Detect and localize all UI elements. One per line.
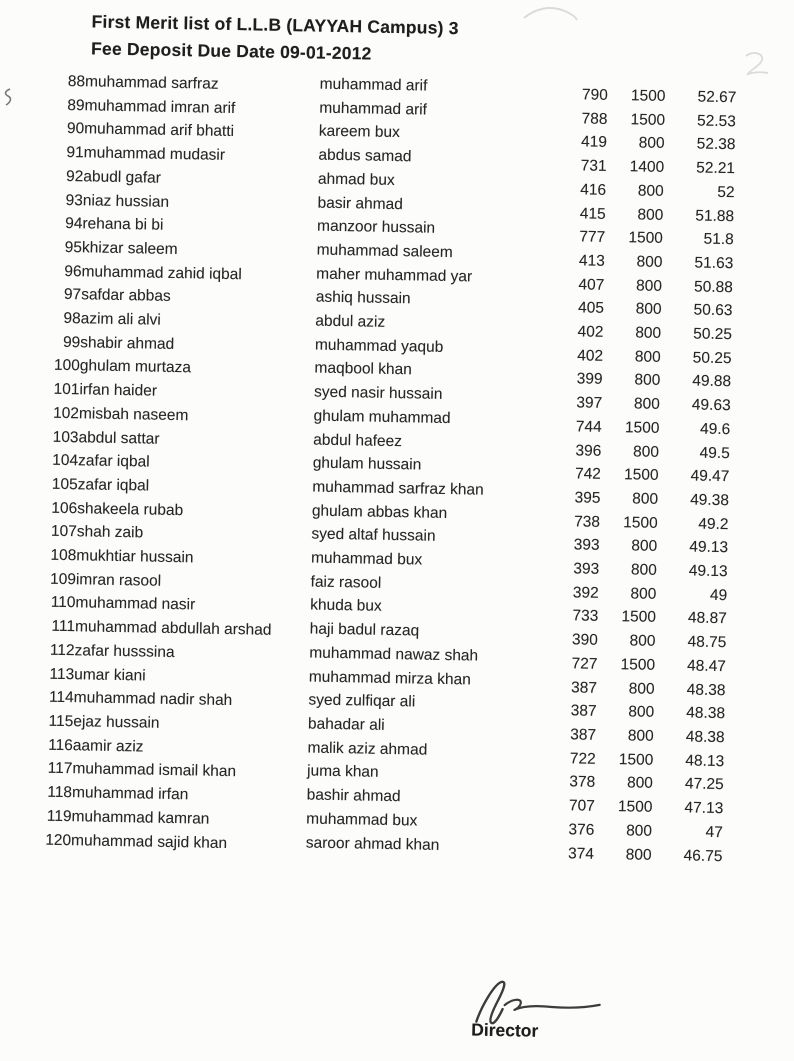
serial-number-cell: 88 — [67, 72, 86, 91]
total-marks-cell: 1500 — [624, 419, 660, 437]
percentage-cell: 50.88 — [693, 278, 734, 296]
student-name-cell: imran rasool — [75, 570, 162, 590]
marks-obtained-cell: 416 — [580, 181, 607, 199]
student-name-cell: irfan haider — [79, 381, 158, 400]
marks-obtained-cell: 376 — [568, 821, 595, 839]
document-header — [91, 8, 459, 69]
total-marks-cell: 800 — [631, 537, 658, 556]
serial-number-cell: 110 — [50, 594, 76, 612]
percentage-cell: 52.53 — [696, 112, 737, 130]
serial-number-cell: 119 — [46, 807, 72, 825]
marks-obtained-cell: 399 — [576, 370, 603, 389]
father-name-cell: maher muhammad yar — [316, 265, 473, 286]
father-name-cell: ghulam hussain — [312, 454, 422, 474]
student-name-cell: rehana bi bi — [82, 215, 164, 234]
father-name-cell: maqbool khan — [314, 359, 413, 379]
student-name-cell: muhammad imran arif — [84, 96, 236, 117]
father-name-cell: juma khan — [306, 762, 379, 782]
marks-obtained-cell: 387 — [570, 702, 597, 721]
marks-obtained-cell: 419 — [580, 133, 608, 152]
marks-obtained-cell: 393 — [573, 560, 600, 578]
percentage-cell: 51.88 — [695, 207, 735, 225]
student-name-cell: niaz hussian — [82, 191, 170, 211]
total-marks-cell: 1500 — [630, 87, 666, 105]
marks-obtained-cell: 742 — [574, 465, 602, 484]
marks-obtained-cell: 402 — [577, 347, 604, 365]
percentage-cell: 50.25 — [693, 325, 733, 344]
father-name-cell: bashir ahmad — [306, 786, 401, 806]
serial-number-cell: 93 — [65, 191, 84, 209]
total-marks-cell: 800 — [630, 585, 657, 603]
serial-number-cell: 95 — [64, 238, 83, 257]
student-name-cell: zafar iqbal — [77, 476, 150, 495]
student-name-cell: ejaz hussain — [73, 713, 160, 732]
percentage-cell: 49.47 — [690, 467, 730, 486]
percentage-cell: 48.38 — [685, 728, 725, 747]
marks-obtained-cell: 727 — [571, 655, 598, 673]
serial-number-cell: 98 — [63, 309, 81, 328]
total-marks-cell: 800 — [632, 490, 659, 508]
student-name-cell: muhammad nadir shah — [73, 689, 233, 710]
percentage-cell: 52 — [717, 183, 735, 202]
percentage-cell: 49.13 — [688, 562, 728, 581]
marks-obtained-cell: 722 — [569, 749, 596, 768]
father-name-cell: muhammad bux — [310, 549, 423, 569]
marks-obtained-cell: 378 — [569, 773, 596, 792]
percentage-cell: 48.38 — [686, 704, 726, 723]
marks-obtained-cell: 393 — [573, 536, 600, 555]
father-name-cell: syed nasir hussain — [313, 383, 443, 404]
serial-number-cell: 107 — [50, 523, 77, 541]
father-name-cell: malik aziz ahmad — [307, 739, 428, 759]
total-marks-cell: 800 — [632, 442, 660, 461]
total-marks-cell: 800 — [636, 253, 663, 271]
percentage-cell: 47.25 — [684, 775, 724, 794]
serial-number-cell: 94 — [65, 215, 83, 233]
percentage-cell: 46.75 — [683, 846, 723, 865]
father-name-cell: ghulam abbas khan — [311, 502, 448, 522]
marks-obtained-cell: 387 — [570, 678, 598, 697]
father-name-cell: muhammad sarfraz khan — [312, 478, 484, 499]
total-marks-cell: 800 — [634, 348, 661, 366]
father-name-cell: muhammad arif — [319, 75, 428, 95]
serial-number-cell: 112 — [49, 641, 75, 660]
father-name-cell: saroor ahmad khan — [305, 833, 440, 854]
father-name-cell: bahadar ali — [307, 715, 385, 734]
total-marks-cell: 800 — [626, 774, 654, 793]
marks-obtained-cell: 733 — [572, 607, 599, 626]
student-name-cell: azim ali alvi — [80, 310, 161, 329]
marks-obtained-cell: 731 — [580, 157, 607, 175]
percentage-cell: 50.63 — [693, 301, 733, 320]
student-name-cell: misbah naseem — [78, 405, 189, 425]
director-label: Director — [471, 1019, 539, 1041]
father-name-cell: abdul hafeez — [313, 431, 403, 450]
father-name-cell: muhammad saleem — [316, 241, 453, 261]
student-name-cell: aamir aziz — [72, 736, 144, 756]
total-marks-cell: 800 — [635, 277, 663, 295]
percentage-cell: 49.13 — [689, 538, 729, 557]
serial-number-cell: 111 — [51, 617, 76, 636]
serial-number-cell: 89 — [67, 96, 85, 114]
total-marks-cell: 1500 — [621, 608, 657, 627]
total-marks-cell: 800 — [629, 632, 656, 651]
student-name-cell: zafar husssina — [74, 642, 175, 661]
total-marks-cell: 800 — [628, 703, 655, 722]
percentage-cell: 48.75 — [687, 633, 727, 652]
father-name-cell: muhammad mirza khan — [308, 668, 471, 689]
serial-number-cell: 105 — [51, 475, 78, 494]
student-name-cell: muhammad sarfraz — [84, 73, 219, 93]
serial-number-cell: 99 — [62, 333, 81, 351]
father-name-cell: manzoor hussain — [316, 217, 436, 237]
total-marks-cell: 1500 — [623, 466, 659, 485]
student-name-cell: abudl gafar — [83, 168, 162, 187]
percentage-cell: 49.5 — [699, 444, 730, 462]
serial-number-cell: 100 — [53, 357, 80, 375]
percentage-cell: 52.21 — [696, 159, 736, 178]
marks-obtained-cell: 374 — [567, 844, 595, 863]
father-name-cell: syed altaf hussain — [311, 525, 436, 546]
student-name-cell: muhammad mudasir — [83, 144, 226, 164]
marks-obtained-cell: 390 — [571, 631, 599, 649]
student-name-cell: zafar iqbal — [77, 452, 150, 471]
percentage-cell: 52.38 — [696, 135, 736, 154]
total-marks-cell: 1500 — [618, 750, 654, 769]
serial-number-cell: 113 — [49, 665, 75, 683]
marks-obtained-cell: 405 — [577, 299, 605, 318]
father-name-cell: abdus samad — [318, 146, 412, 166]
father-name-cell: ashiq hussain — [315, 288, 411, 308]
total-marks-cell: 800 — [638, 134, 665, 153]
student-name-cell: abdul sattar — [78, 428, 160, 448]
total-marks-cell: 800 — [628, 679, 655, 698]
total-marks-cell: 800 — [635, 324, 662, 342]
father-name-cell: abdul aziz — [315, 312, 386, 331]
serial-number-cell: 114 — [48, 689, 74, 707]
serial-number-cell: 117 — [47, 760, 73, 778]
marks-obtained-cell: 402 — [577, 323, 604, 341]
serial-number-cell: 92 — [65, 167, 84, 186]
marks-obtained-cell: 397 — [576, 394, 603, 412]
total-marks-cell: 1500 — [630, 110, 666, 129]
total-marks-cell: 800 — [634, 371, 661, 390]
percentage-cell: 48.87 — [687, 609, 727, 628]
marks-obtained-cell: 738 — [573, 512, 601, 531]
total-marks-cell: 800 — [637, 182, 664, 200]
student-name-cell: khizar saleem — [81, 239, 178, 258]
serial-number-cell: 91 — [66, 144, 84, 162]
total-marks-cell: 800 — [635, 300, 662, 319]
total-marks-cell: 800 — [625, 822, 653, 840]
student-name-cell: ghulam murtaza — [79, 357, 192, 377]
father-name-cell: muhammad bux — [306, 810, 418, 830]
marks-obtained-cell: 788 — [581, 110, 608, 128]
serial-number-cell: 120 — [45, 831, 72, 849]
percentage-cell: 49 — [709, 586, 728, 604]
percentage-cell: 49.6 — [699, 420, 731, 439]
serial-number-cell: 108 — [50, 546, 77, 565]
father-name-cell: haji badul razaq — [309, 620, 420, 640]
student-name-cell: muhammad abdullah arshad — [74, 618, 272, 639]
percentage-cell: 51.8 — [703, 230, 734, 249]
percentage-cell: 51.63 — [694, 254, 734, 273]
document-title: First Merit list of L.L.B (LAYYAH Campus) 3 — [91, 11, 459, 39]
father-name-cell: faiz rasool — [310, 573, 382, 592]
percentage-cell: 49.2 — [698, 515, 729, 533]
marks-obtained-cell: 395 — [574, 489, 601, 507]
total-marks-cell: 1500 — [617, 798, 653, 816]
marks-obtained-cell: 790 — [581, 86, 608, 104]
serial-number-cell: 102 — [52, 404, 80, 423]
serial-number-cell: 97 — [63, 286, 82, 304]
father-name-cell: khuda bux — [310, 596, 382, 616]
student-name-cell: shah zaib — [76, 523, 144, 542]
document-subtitle: Fee Deposit Due Date 09-01-2012 — [90, 38, 372, 64]
marks-obtained-cell: 707 — [568, 797, 595, 815]
total-marks-cell: 800 — [633, 395, 660, 414]
student-name-cell: muhammad ismail khan — [72, 760, 237, 781]
student-name-cell: muhammad nasir — [75, 594, 196, 614]
percentage-cell: 49.88 — [692, 372, 732, 391]
marks-obtained-cell: 407 — [578, 275, 605, 294]
merit-list-table — [22, 69, 736, 864]
percentage-cell: 50.25 — [692, 349, 732, 367]
serial-number-cell: 101 — [53, 380, 80, 399]
total-marks-cell: 1400 — [629, 158, 665, 177]
father-name-cell: muhammad yaqub — [314, 336, 444, 356]
father-name-cell: basir ahmad — [317, 194, 403, 213]
father-name-cell: syed zulfiqar ali — [308, 691, 416, 711]
percentage-cell: 49.63 — [691, 396, 731, 415]
percentage-cell: 49.38 — [689, 491, 730, 510]
student-name-cell: muhammad zahid iqbal — [81, 262, 242, 283]
marks-obtained-cell: 744 — [575, 418, 602, 436]
marks-obtained-cell: 392 — [572, 584, 599, 602]
percentage-cell: 48.13 — [685, 752, 725, 770]
total-marks-cell: 1500 — [623, 513, 658, 532]
signature-block — [459, 975, 680, 1044]
marks-obtained-cell: 413 — [578, 252, 605, 270]
student-name-cell: shabir ahmad — [80, 333, 175, 353]
student-name-cell: muhammad irfan — [71, 784, 189, 804]
marks-obtained-cell: 777 — [579, 228, 606, 247]
serial-number-cell: 96 — [64, 262, 82, 280]
student-name-cell: shakeela rubab — [77, 499, 184, 519]
percentage-cell: 48.38 — [686, 680, 726, 699]
percentage-cell: 52.67 — [697, 88, 737, 107]
father-name-cell: muhammad arif — [319, 99, 428, 119]
total-marks-cell: 800 — [637, 205, 664, 224]
student-name-cell: muhammad kamran — [71, 807, 210, 828]
total-marks-cell: 1500 — [620, 656, 656, 674]
total-marks-cell: 1500 — [628, 229, 664, 248]
percentage-cell: 48.47 — [686, 657, 727, 676]
student-name-cell: mukhtiar hussain — [76, 547, 194, 567]
total-marks-cell: 800 — [630, 561, 657, 579]
serial-number-cell: 90 — [66, 120, 85, 138]
marks-obtained-cell: 396 — [575, 441, 602, 460]
father-name-cell: ghulam muhammad — [313, 407, 451, 427]
merit-table-body — [22, 69, 736, 864]
serial-number-cell: 115 — [48, 712, 74, 731]
serial-number-cell: 104 — [52, 452, 79, 470]
father-name-cell: muhammad nawaz shah — [309, 644, 479, 665]
serial-number-cell: 116 — [48, 736, 74, 754]
father-name-cell: kareem bux — [318, 122, 400, 142]
serial-number-cell: 109 — [49, 570, 77, 588]
serial-number-cell: 103 — [52, 428, 79, 446]
student-name-cell: muhammad sajid khan — [70, 831, 228, 852]
serial-number-cell: 118 — [47, 783, 73, 802]
student-name-cell: muhammad arif bhatti — [84, 120, 235, 141]
total-marks-cell: 800 — [627, 727, 654, 745]
percentage-cell: 47.13 — [684, 799, 724, 818]
student-name-cell: umar kiani — [74, 665, 146, 685]
student-name-cell: safdar abbas — [80, 286, 171, 306]
father-name-cell: ahmad bux — [317, 170, 395, 189]
marks-obtained-cell: 387 — [570, 726, 597, 744]
percentage-cell: 47 — [705, 823, 724, 841]
marks-obtained-cell: 415 — [579, 204, 606, 223]
serial-number-cell: 106 — [51, 499, 78, 517]
total-marks-cell: 800 — [625, 845, 652, 864]
